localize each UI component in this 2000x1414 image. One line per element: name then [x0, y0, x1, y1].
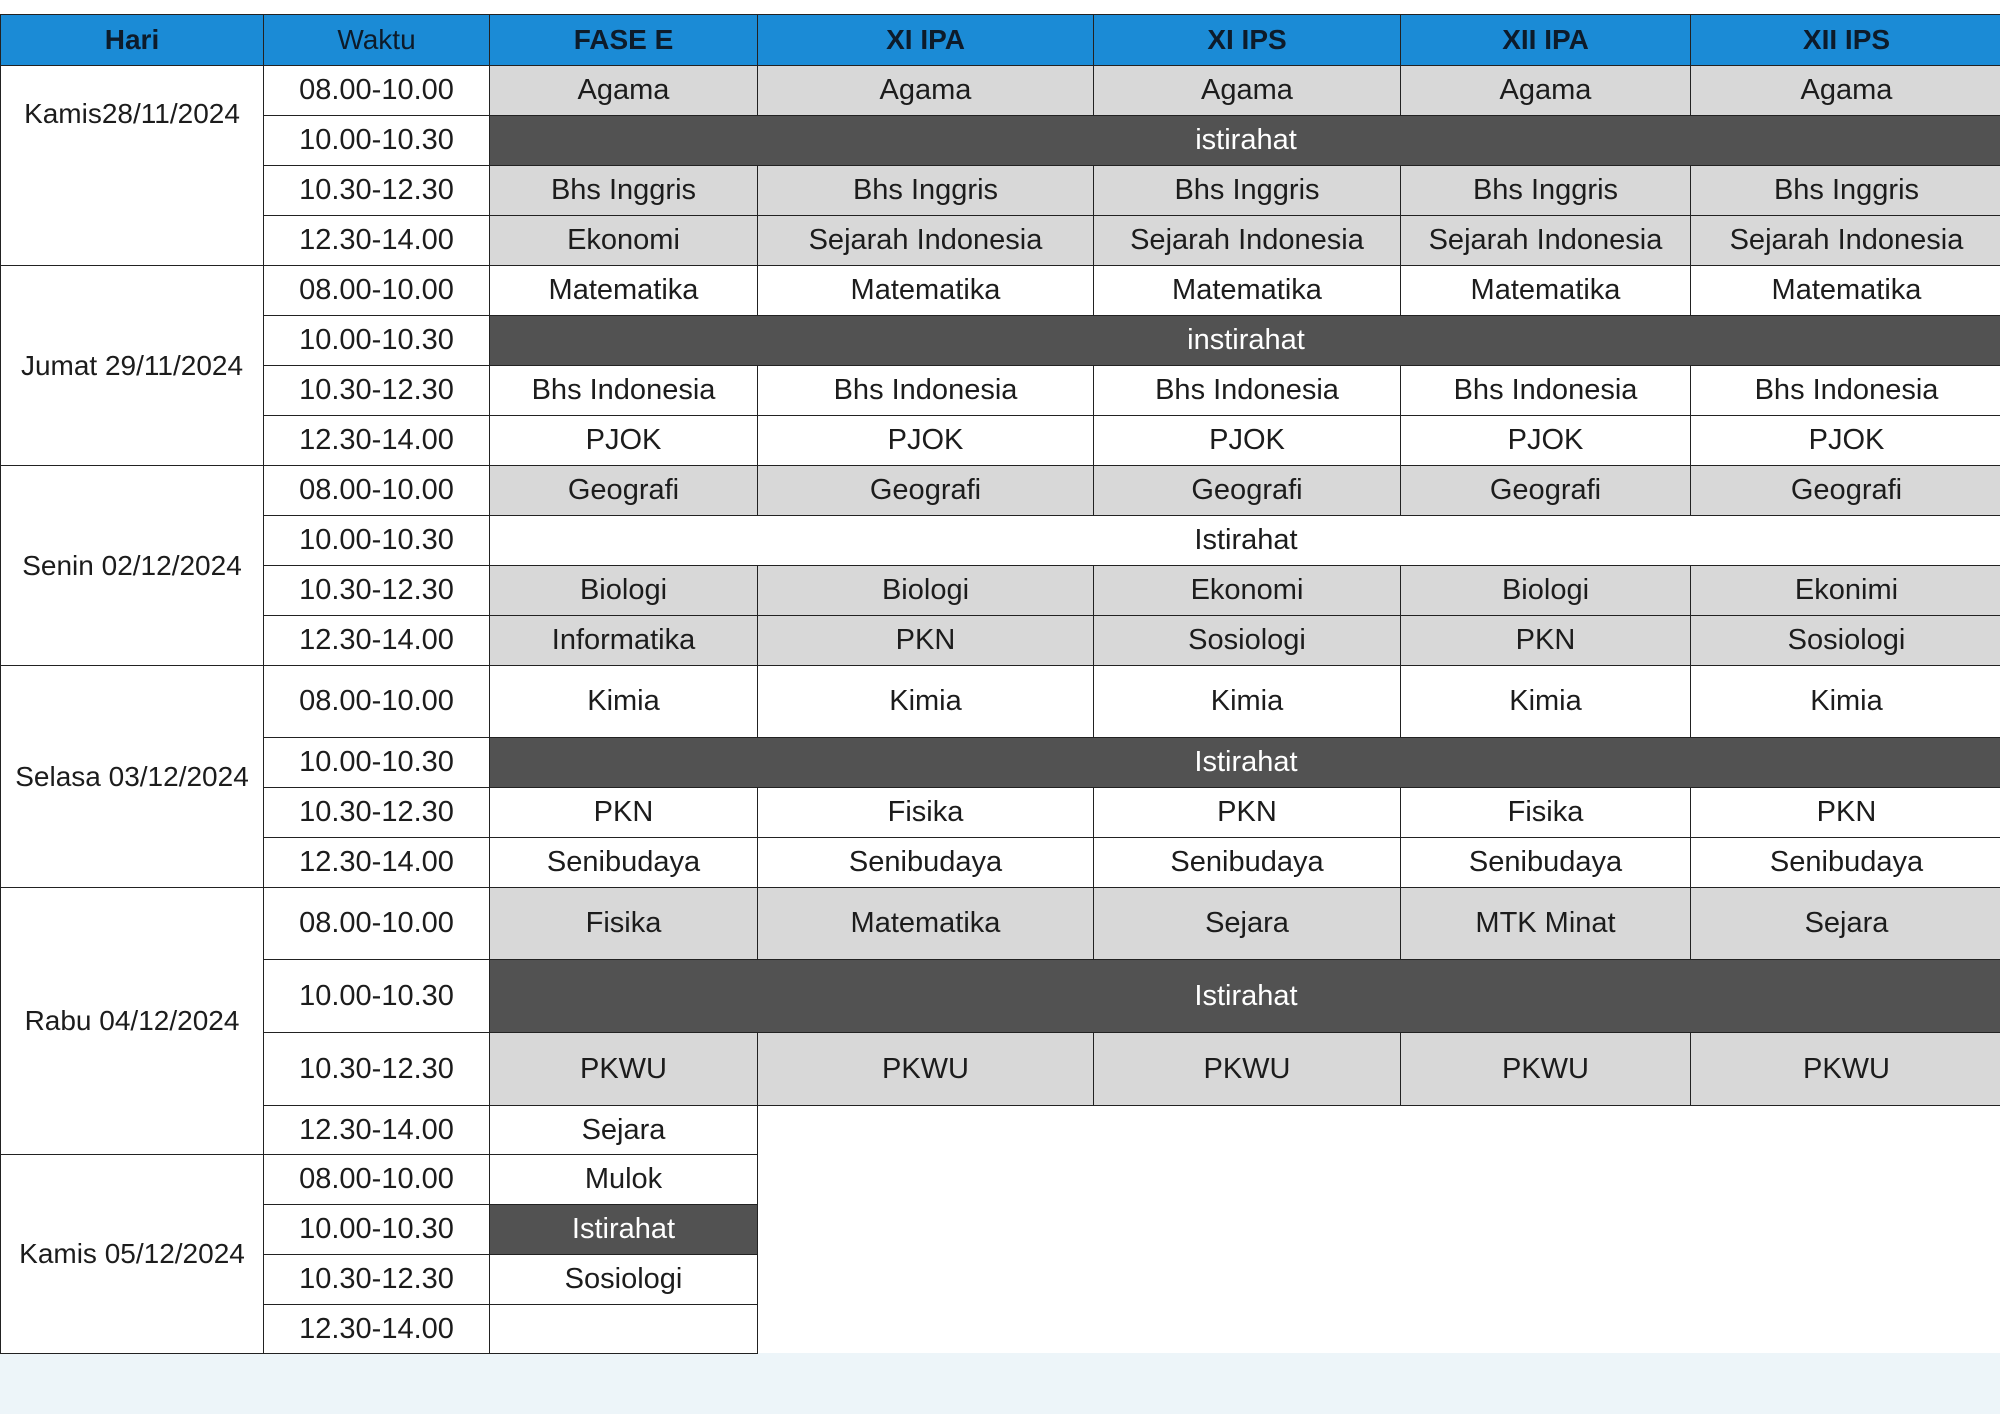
subject-cell: Geografi: [1093, 465, 1401, 516]
time-slot: 10.30-12.30: [263, 165, 490, 216]
break-cell: Istirahat: [489, 1204, 758, 1255]
subject-cell: Fisika: [489, 887, 758, 960]
subject-cell: Biologi: [489, 565, 758, 616]
subject-cell: Geografi: [1690, 465, 2000, 516]
subject-cell: Ekonomi: [489, 215, 758, 266]
subject-cell: MTK Minat: [1400, 887, 1691, 960]
subject-cell: Bhs Indonesia: [757, 365, 1094, 416]
subject-cell: Matematika: [757, 265, 1094, 316]
subject-cell: PKN: [757, 615, 1094, 666]
day-label: Rabu 04/12/2024: [0, 887, 264, 1155]
subject-cell: Bhs Inggris: [1093, 165, 1401, 216]
day-label: Kamis 05/12/2024: [0, 1154, 264, 1354]
subject-cell: Matematika: [1093, 265, 1401, 316]
time-slot: 08.00-10.00: [263, 665, 490, 738]
time-slot: 08.00-10.00: [263, 265, 490, 316]
time-slot: 10.00-10.30: [263, 115, 490, 166]
subject-cell: Sosiologi: [1690, 615, 2000, 666]
subject-cell: Informatika: [489, 615, 758, 666]
subject-cell: Bhs Indonesia: [1690, 365, 2000, 416]
subject-cell: PKWU: [1400, 1032, 1691, 1106]
time-slot: 10.30-12.30: [263, 565, 490, 616]
time-slot: 08.00-10.00: [263, 465, 490, 516]
subject-cell: Senibudaya: [1690, 837, 2000, 888]
subject-cell: PJOK: [1690, 415, 2000, 466]
subject-cell: Bhs Indonesia: [1400, 365, 1691, 416]
header-class-0: FASE E: [489, 14, 758, 66]
subject-cell: Kimia: [489, 665, 758, 738]
subject-cell: Fisika: [1400, 787, 1691, 838]
subject-cell: Senibudaya: [1093, 837, 1401, 888]
subject-cell: Bhs Inggris: [489, 165, 758, 216]
header-class-3: XII IPA: [1400, 14, 1691, 66]
day-label: Selasa 03/12/2024: [0, 665, 264, 888]
subject-cell: Mulok: [489, 1154, 758, 1205]
time-slot: 12.30-14.00: [263, 837, 490, 888]
subject-cell: Matematika: [489, 265, 758, 316]
subject-cell: Kimia: [1400, 665, 1691, 738]
subject-cell: PKWU: [1690, 1032, 2000, 1106]
subject-cell: Matematika: [1400, 265, 1691, 316]
header-hari: Hari: [0, 14, 264, 66]
subject-cell: Sejara: [1690, 887, 2000, 960]
time-slot: 10.00-10.30: [263, 737, 490, 788]
header-class-2: XI IPS: [1093, 14, 1401, 66]
subject-cell: PKN: [489, 787, 758, 838]
time-slot: 12.30-14.00: [263, 1304, 490, 1354]
subject-cell: Agama: [1093, 65, 1401, 116]
subject-cell: Senibudaya: [489, 837, 758, 888]
break-cell: istirahat: [489, 115, 2000, 166]
time-slot: 08.00-10.00: [263, 1154, 490, 1205]
break-cell: Istirahat: [489, 515, 2000, 566]
subject-cell: Geografi: [489, 465, 758, 516]
subject-cell: Sejara: [1093, 887, 1401, 960]
subject-cell: Bhs Indonesia: [489, 365, 758, 416]
subject-cell: Sosiologi: [489, 1254, 758, 1305]
subject-cell: Sosiologi: [1093, 615, 1401, 666]
subject-cell: Kimia: [1690, 665, 2000, 738]
subject-cell: PJOK: [1093, 415, 1401, 466]
subject-cell: Geografi: [757, 465, 1094, 516]
subject-cell: Agama: [1400, 65, 1691, 116]
subject-cell: Bhs Inggris: [1690, 165, 2000, 216]
time-slot: 10.30-12.30: [263, 365, 490, 416]
subject-cell: Bhs Inggris: [1400, 165, 1691, 216]
subject-cell: PKN: [1093, 787, 1401, 838]
time-slot: 12.30-14.00: [263, 615, 490, 666]
subject-cell: Sejarah Indonesia: [1093, 215, 1401, 266]
time-slot: 10.00-10.30: [263, 515, 490, 566]
subject-cell: Matematika: [1690, 265, 2000, 316]
subject-cell: Agama: [757, 65, 1094, 116]
subject-cell: Fisika: [757, 787, 1094, 838]
subject-cell: PKWU: [1093, 1032, 1401, 1106]
time-slot: 10.30-12.30: [263, 1032, 490, 1106]
day-label: Kamis28/11/2024: [0, 65, 264, 266]
subject-cell: Biologi: [1400, 565, 1691, 616]
subject-cell: Senibudaya: [757, 837, 1094, 888]
subject-cell: [489, 1304, 758, 1354]
time-slot: 10.30-12.30: [263, 1254, 490, 1305]
subject-cell: Sejarah Indonesia: [1690, 215, 2000, 266]
header-waktu: Waktu: [263, 14, 490, 66]
time-slot: 10.00-10.30: [263, 1204, 490, 1255]
time-slot: 12.30-14.00: [263, 415, 490, 466]
time-slot: 10.00-10.30: [263, 959, 490, 1033]
day-label: Jumat 29/11/2024: [0, 265, 264, 466]
time-slot: 10.30-12.30: [263, 787, 490, 838]
subject-cell: Ekonimi: [1690, 565, 2000, 616]
time-slot: 08.00-10.00: [263, 65, 490, 116]
time-slot: 08.00-10.00: [263, 887, 490, 960]
subject-cell: PKWU: [757, 1032, 1094, 1106]
subject-cell: PJOK: [757, 415, 1094, 466]
time-slot: 12.30-14.00: [263, 215, 490, 266]
break-cell: Istirahat: [489, 959, 2000, 1033]
subject-cell: Matematika: [757, 887, 1094, 960]
subject-cell: PKWU: [489, 1032, 758, 1106]
subject-cell: Sejarah Indonesia: [1400, 215, 1691, 266]
header-class-4: XII IPS: [1690, 14, 2000, 66]
break-cell: Istirahat: [489, 737, 2000, 788]
time-slot: 12.30-14.00: [263, 1105, 490, 1155]
subject-cell: Geografi: [1400, 465, 1691, 516]
header-class-1: XI IPA: [757, 14, 1094, 66]
day-label: Senin 02/12/2024: [0, 465, 264, 666]
subject-cell: Biologi: [757, 565, 1094, 616]
subject-cell: PKN: [1400, 615, 1691, 666]
subject-cell: PJOK: [1400, 415, 1691, 466]
time-slot: 10.00-10.30: [263, 315, 490, 366]
subject-cell: PKN: [1690, 787, 2000, 838]
subject-cell: Bhs Indonesia: [1093, 365, 1401, 416]
subject-cell: Kimia: [1093, 665, 1401, 738]
subject-cell: Agama: [1690, 65, 2000, 116]
subject-cell: Kimia: [757, 665, 1094, 738]
subject-cell: Sejara: [489, 1105, 758, 1155]
subject-cell: Senibudaya: [1400, 837, 1691, 888]
subject-cell: PJOK: [489, 415, 758, 466]
break-cell: instirahat: [489, 315, 2000, 366]
subject-cell: Ekonomi: [1093, 565, 1401, 616]
subject-cell: Agama: [489, 65, 758, 116]
subject-cell: Sejarah Indonesia: [757, 215, 1094, 266]
subject-cell: Bhs Inggris: [757, 165, 1094, 216]
